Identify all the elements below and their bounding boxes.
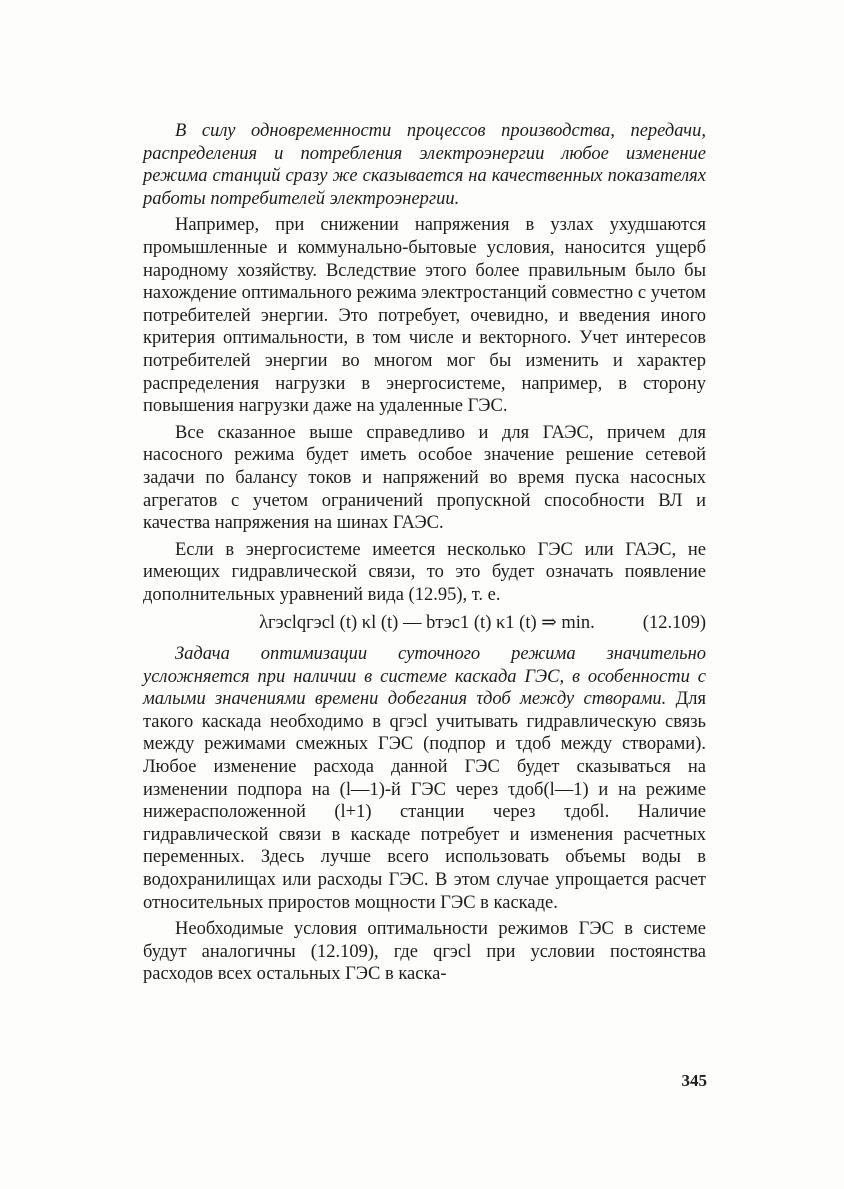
paragraph-gaes: Все сказанное выше справедливо и для ГАЭС, причем для насосного режима будет иметь особое значение решение сетевой задачи по балансу токов и напряжений во время пуска насосных агрегатов с учетом ограничений пропускной способности ВЛ и качества напряжения на шинах ГАЭС.: [143, 422, 706, 534]
page-number: 345: [681, 1071, 707, 1090]
formula-number: (12.109): [642, 613, 706, 634]
formula-12-109: [143, 612, 706, 635]
paragraph-cascade: [143, 643, 706, 914]
paragraph-voltage: Например, при снижении напряжения в узлах ухудшаются промышленные и коммунально-бытовые условия, наносится ущерб народному хозяйству. Вследствие этого более правильным было бы нахождение оптимального режима электростанций совместно с учетом потребителей энергии. Это потребует, очевидно, и введения иного критерия оптимальности, в том числе и векторного. Учет интересов потребителей энергии во многом мог бы изменить и характер распределения нагрузки в энергосистеме, например, в сторону повышения нагрузки даже на удаленные ГЭС.: [143, 215, 706, 417]
formula-expression: λгэсlqгэсl (t) κl (t) — bтэс1 (t) κ1 (t) ⇒ min.: [259, 613, 595, 634]
paragraph-intro: В силу одновременности процессов производства, передачи, распределения и потребления электроэнергии любое изменение режима станций сразу же сказывается на качественных показателях работы потребителей электроэнергии.: [143, 121, 706, 209]
text-body: [143, 120, 706, 986]
paragraph-equations: Если в энергосистеме имеется несколько ГЭС или ГАЭС, не имеющих гидравлической связи, то это будет означать появление дополнительных уравнений вида (12.95), т. е.: [143, 539, 706, 605]
paragraph-cascade-regular: Для такого каскада необходимо в qгэсl учитывать гидравлическую связь между режимами смежных ГЭС (подпор и τдоб между створами). Любое изменение расхода данной ГЭС будет сказываться на изменении подпора на (l—1)-й ГЭС через τдоб(l—1) и на режиме нижерасположенной (l+1) станции через τдобl. Наличие гидравлической связи в каскаде потребует и изменения расчетных переменных. Здесь лучше всего использовать объемы воды в водохранилищах или расходы ГЭС. В этом случае упрощается расчет относительных приростов мощности ГЭС в каскаде.: [143, 689, 706, 913]
paragraph-conditions: Необходимые условия оптимальности режимов ГЭС в системе будут аналогичны (12.109), где qгэсl при условии постоянства расходов всех остальных ГЭС в каска-: [143, 919, 706, 985]
paragraph-cascade-italic: Задача оптимизации суточного режима значительно усложняется при наличии в системе каскада ГЭС, в особенности с малыми значениями времени добегания τдоб между створами.: [143, 644, 706, 710]
